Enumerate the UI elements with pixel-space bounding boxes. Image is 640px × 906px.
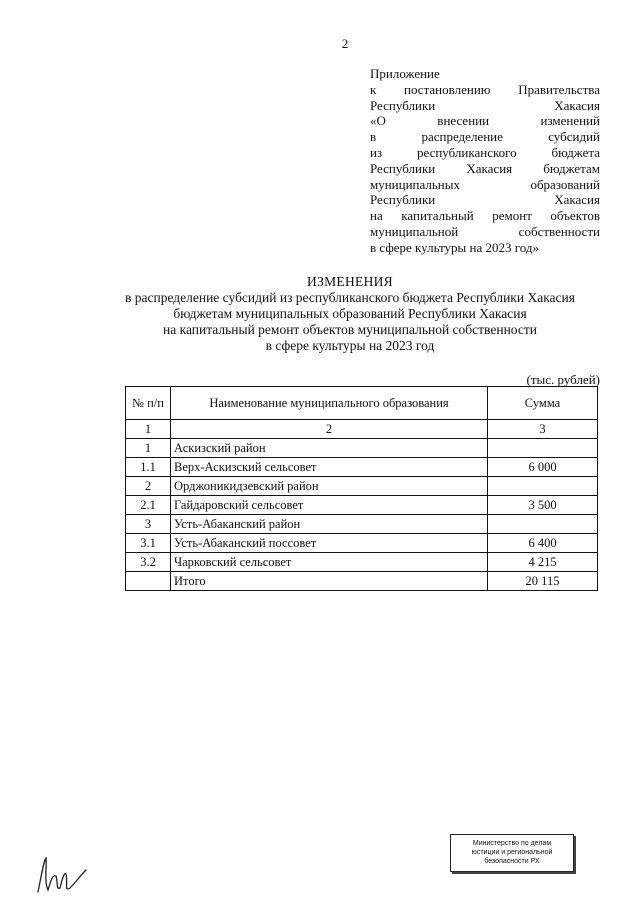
row-number: 3.1 (126, 534, 171, 553)
row-number: 1 (126, 439, 171, 458)
row-sum (488, 515, 598, 534)
appendix-line: муниципальных образований (370, 176, 600, 192)
row-number: 1.1 (126, 458, 171, 477)
table-row (126, 477, 598, 496)
heading-line: бюджетам муниципальных образований Республики Хакасия (173, 306, 527, 321)
appendix-line: муниципальной собственности (370, 223, 600, 239)
row-name: Усть-Абаканский поссовет (171, 534, 488, 553)
row-sum (488, 439, 598, 458)
document-title: ИЗМЕНЕНИЯ (307, 274, 393, 289)
document-heading (100, 274, 600, 354)
stamp-line: Министерство по делам (472, 840, 552, 847)
handwritten-signature (34, 852, 90, 896)
column-number-row (126, 420, 598, 439)
row-number (126, 572, 171, 591)
page-number: 2 (341, 36, 349, 51)
heading-line: в сфере культуры на 2023 год (265, 338, 435, 353)
appendix-line: в сфере культуры на 2023 год» (370, 239, 539, 255)
row-sum: 6 400 (488, 534, 598, 553)
table-row (126, 439, 598, 458)
row-name: Чарковский сельсовет (171, 553, 488, 572)
stamp-line: юстиции и региональной (471, 849, 553, 856)
table-row (126, 515, 598, 534)
row-number: 3.2 (126, 553, 171, 572)
units-label: (тыс. рублей) (526, 372, 600, 387)
appendix-line: к постановлению Правительства (370, 81, 600, 97)
column-number: 1 (126, 420, 171, 439)
column-number: 3 (488, 420, 598, 439)
row-sum: 3 500 (488, 496, 598, 515)
row-number: 3 (126, 515, 171, 534)
header-name: Наименование муниципального образования (171, 387, 488, 420)
appendix-line: Приложение (370, 66, 440, 81)
table-header-row (126, 387, 598, 420)
total-label: Итого (171, 572, 488, 591)
heading-line: в распределение субсидий из республиканского бюджета Республики Хакасия (125, 290, 575, 305)
row-name: Усть-Абаканский район (171, 515, 488, 534)
appendix-line: Республики Хакасия (370, 192, 600, 208)
total-sum: 20 115 (488, 572, 598, 591)
row-sum (488, 477, 598, 496)
row-name: Орджоникидзевский район (171, 477, 488, 496)
appendix-line: Республики Хакасия бюджетам (370, 160, 600, 176)
table-row (126, 534, 598, 553)
ministry-stamp (450, 834, 574, 872)
row-sum: 6 000 (488, 458, 598, 477)
appendix-header (370, 66, 600, 256)
row-name: Верх-Аскизский сельсовет (171, 458, 488, 477)
appendix-line: в распределение субсидий (370, 129, 600, 145)
appendix-line: Республики Хакасия (370, 97, 600, 113)
header-number: № п/п (126, 387, 171, 420)
subsidies-table (125, 386, 598, 591)
heading-line: на капитальный ремонт объектов муниципальной собственности (163, 322, 537, 337)
appendix-line: на капитальный ремонт объектов (370, 208, 600, 224)
table-row (126, 496, 598, 515)
row-name: Аскизский район (171, 439, 488, 458)
table-row (126, 553, 598, 572)
table-row (126, 458, 598, 477)
total-row (126, 572, 598, 591)
row-number: 2 (126, 477, 171, 496)
row-sum: 4 215 (488, 553, 598, 572)
stamp-line: безопасности РХ (484, 858, 540, 865)
row-name: Гайдаровский сельсовет (171, 496, 488, 515)
header-sum: Сумма (488, 387, 598, 420)
appendix-line: «О внесении изменений (370, 113, 600, 129)
column-number: 2 (171, 420, 488, 439)
row-number: 2.1 (126, 496, 171, 515)
appendix-line: из республиканского бюджета (370, 144, 600, 160)
